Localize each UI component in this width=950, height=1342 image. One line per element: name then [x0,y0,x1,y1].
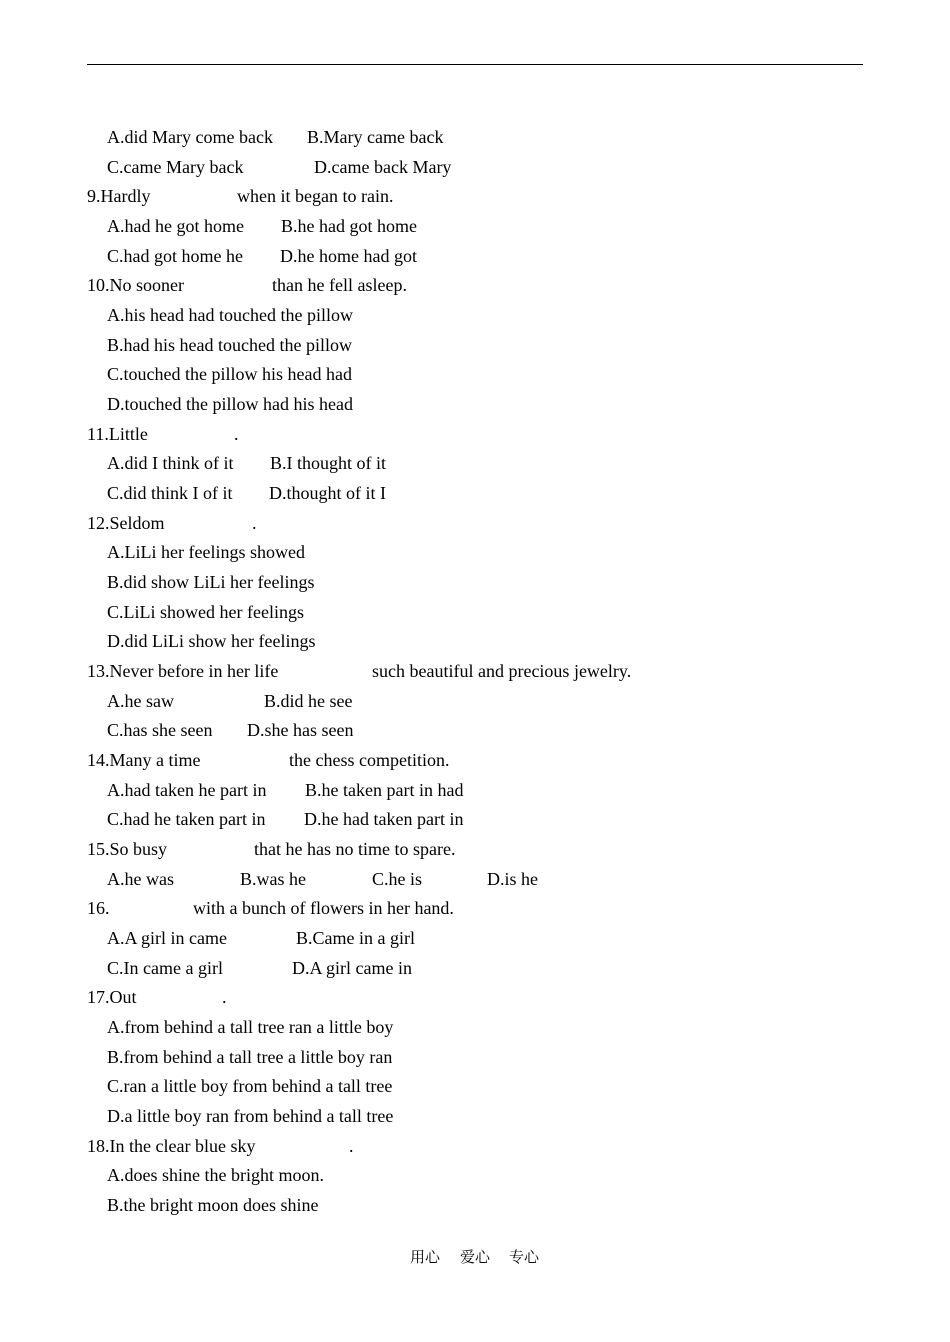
option-text: D.is he [487,869,538,889]
header-rule [87,64,863,65]
question-tail: than he fell asleep. [272,275,407,295]
option-text: A.he was [107,869,174,889]
question-text: 11.Little [87,424,148,444]
option-text: A.LiLi her feelings showed [107,542,305,562]
option-text: D.came back Mary [314,157,452,177]
option-text: B.was he [240,869,306,889]
option-text: B.Came in a girl [296,928,415,948]
option-text: C.came Mary back [107,157,244,177]
option-text: D.thought of it I [269,483,386,503]
option-text: A.does shine the bright moon. [107,1165,324,1185]
question-tail: . [222,987,227,1007]
option-text: C.In came a girl [107,958,223,978]
question-text: 13.Never before in her life [87,661,279,681]
question-text: 15.So busy [87,839,168,859]
option-text: A.his head had touched the pillow [107,305,353,325]
option-text: B.did he see [264,691,353,711]
option-text: D.she has seen [247,720,354,740]
option-text: B.the bright moon does shine [107,1195,319,1215]
question-text: 17.Out [87,987,137,1007]
option-text: C.he is [372,869,423,889]
footer-word: 用心 [410,1248,441,1266]
option-text: C.touched the pillow his head had [107,364,352,384]
option-text: C.has she seen [107,720,213,740]
option-text: B.from behind a tall tree a little boy ran [107,1047,393,1067]
question-text: 18.In the clear blue sky [87,1136,256,1156]
option-text: C.had he taken part in [107,809,266,829]
option-text: B.he had got home [281,216,417,236]
question-tail: . [252,513,257,533]
question-text: 16. [87,898,110,918]
option-text: B.had his head touched the pillow [107,335,352,355]
option-text: C.ran a little boy from behind a tall tree [107,1076,393,1096]
option-text: A.had taken he part in [107,780,267,800]
option-text: D.touched the pillow had his head [107,394,353,414]
footer-word: 爱心 [460,1248,491,1266]
option-text: D.he home had got [280,246,417,266]
question-tail: such beautiful and precious jewelry. [372,661,632,681]
option-text: B.I thought of it [270,453,386,473]
question-tail: the chess competition. [289,750,450,770]
option-text: D.a little boy ran from behind a tall tree [107,1106,394,1126]
option-text: D.A girl came in [292,958,412,978]
question-tail: with a bunch of flowers in her hand. [193,898,454,918]
option-text: D.he had taken part in [304,809,464,829]
option-text: B.he taken part in had [305,780,464,800]
footer-word: 专心 [509,1248,540,1266]
question-tail: . [349,1136,354,1156]
option-text: B.did show LiLi her feelings [107,572,315,592]
option-text: B.Mary came back [307,127,444,147]
option-text: A.A girl in came [107,928,227,948]
option-text: A.from behind a tall tree ran a little boy [107,1017,394,1037]
question-text: 14.Many a time [87,750,201,770]
question-tail: . [234,424,239,444]
option-text: A.did Mary come back [107,127,273,147]
question-tail: that he has no time to spare. [254,839,456,859]
option-text: D.did LiLi show her feelings [107,631,316,651]
option-text: C.had got home he [107,246,243,266]
option-text: A.did I think of it [107,453,234,473]
option-text: A.had he got home [107,216,244,236]
question-tail: when it began to rain. [237,186,394,206]
option-text: A.he saw [107,691,174,711]
question-text: 12.Seldom [87,513,165,533]
option-text: C.did think I of it [107,483,233,503]
question-text: 9.Hardly [87,186,151,206]
option-text: C.LiLi showed her feelings [107,602,304,622]
question-text: 10.No sooner [87,275,184,295]
